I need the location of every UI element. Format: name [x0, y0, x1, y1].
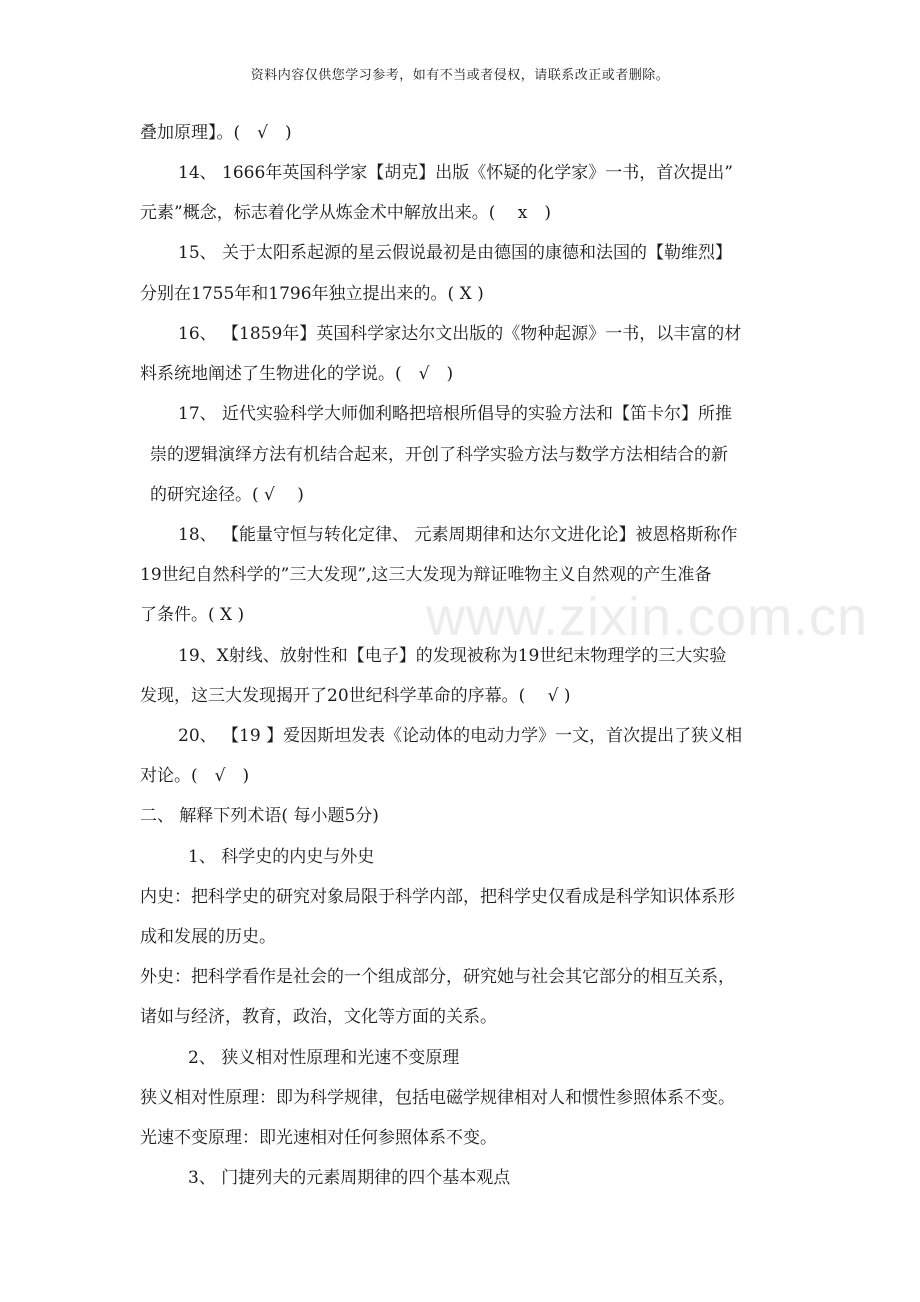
- text-line: 的研究途径。( √ ): [150, 485, 304, 505]
- text-line: 14、 1666年英国科学家【胡克】出版《怀疑的化学家》一书，首次提出”: [178, 163, 733, 183]
- section-heading: 二、 解释下列术语( 每小题5分): [140, 806, 379, 826]
- text-line: 发现，这三大发现揭开了20世纪科学革命的序幕。( √ ): [140, 686, 571, 706]
- text-line: 19、X射线、放射性和【电子】的发现被称为19世纪末物理学的三大实验: [178, 646, 727, 666]
- text-line: 光速不变原理：即光速相对任何参照体系不变。: [140, 1128, 497, 1148]
- page-header-disclaimer: 资料内容仅供您学习参考，如有不当或者侵权，请联系改正或者删除。: [250, 68, 670, 83]
- text-line: 18、 【能量守恒与转化定律、 元素周期律和达尔文进化论】被恩格斯称作: [178, 525, 738, 545]
- term-heading: 2、 狭义相对性原理和光速不变原理: [188, 1048, 460, 1068]
- text-line: 元素”概念，标志着化学从炼金术中解放出来。( x ): [140, 203, 551, 223]
- text-line: 15、 关于太阳系起源的星云假说最初是由德国的康德和法国的【勒维烈】: [178, 243, 733, 263]
- text-line: 崇的逻辑演绎方法有机结合起来，开创了科学实验方法与数学方法相结合的新: [150, 445, 728, 465]
- text-line: 16、 【1859年】英国科学家达尔文出版的《物种起源》一书，以丰富的材: [178, 324, 742, 344]
- text-line: 20、 【19 】爱因斯坦发表《论动体的电动力学》一文，首次提出了狭义相: [178, 726, 743, 746]
- text-line: 了条件。( X ): [140, 605, 245, 625]
- text-line: 诸如与经济，教育，政治，文化等方面的关系。: [140, 1007, 497, 1027]
- text-line: 叠加原理】。( √ ): [140, 123, 292, 143]
- text-line: 19世纪自然科学的”三大发现”,这三大发现为辩证唯物主义自然观的产生准备: [140, 565, 712, 585]
- text-line: 狭义相对性原理：即为科学规律，包括电磁学规律相对人和惯性参照体系不变。: [140, 1088, 735, 1108]
- text-line: 成和发展的历史。: [140, 927, 276, 947]
- text-line: 17、 近代实验科学大师伽利略把培根所倡导的实验方法和【笛卡尔】所推: [178, 404, 733, 424]
- term-heading: 1、 科学史的内史与外史: [188, 847, 375, 867]
- text-line: 料系统地阐述了生物进化的学说。( √ ): [140, 364, 454, 384]
- text-line: 对论。( √ ): [140, 766, 250, 786]
- text-line: 分别在1755年和1796年独立提出来的。( X ): [140, 284, 484, 304]
- text-line: 外史：把科学看作是社会的一个组成部分，研究她与社会其它部分的相互关系，: [140, 967, 735, 987]
- text-line: 内史：把科学史的研究对象局限于科学内部，把科学史仅看成是科学知识体系形: [140, 887, 735, 907]
- term-heading: 3、 门捷列夫的元素周期律的四个基本观点: [188, 1168, 511, 1188]
- watermark: www.zixin.com.cn: [426, 587, 869, 647]
